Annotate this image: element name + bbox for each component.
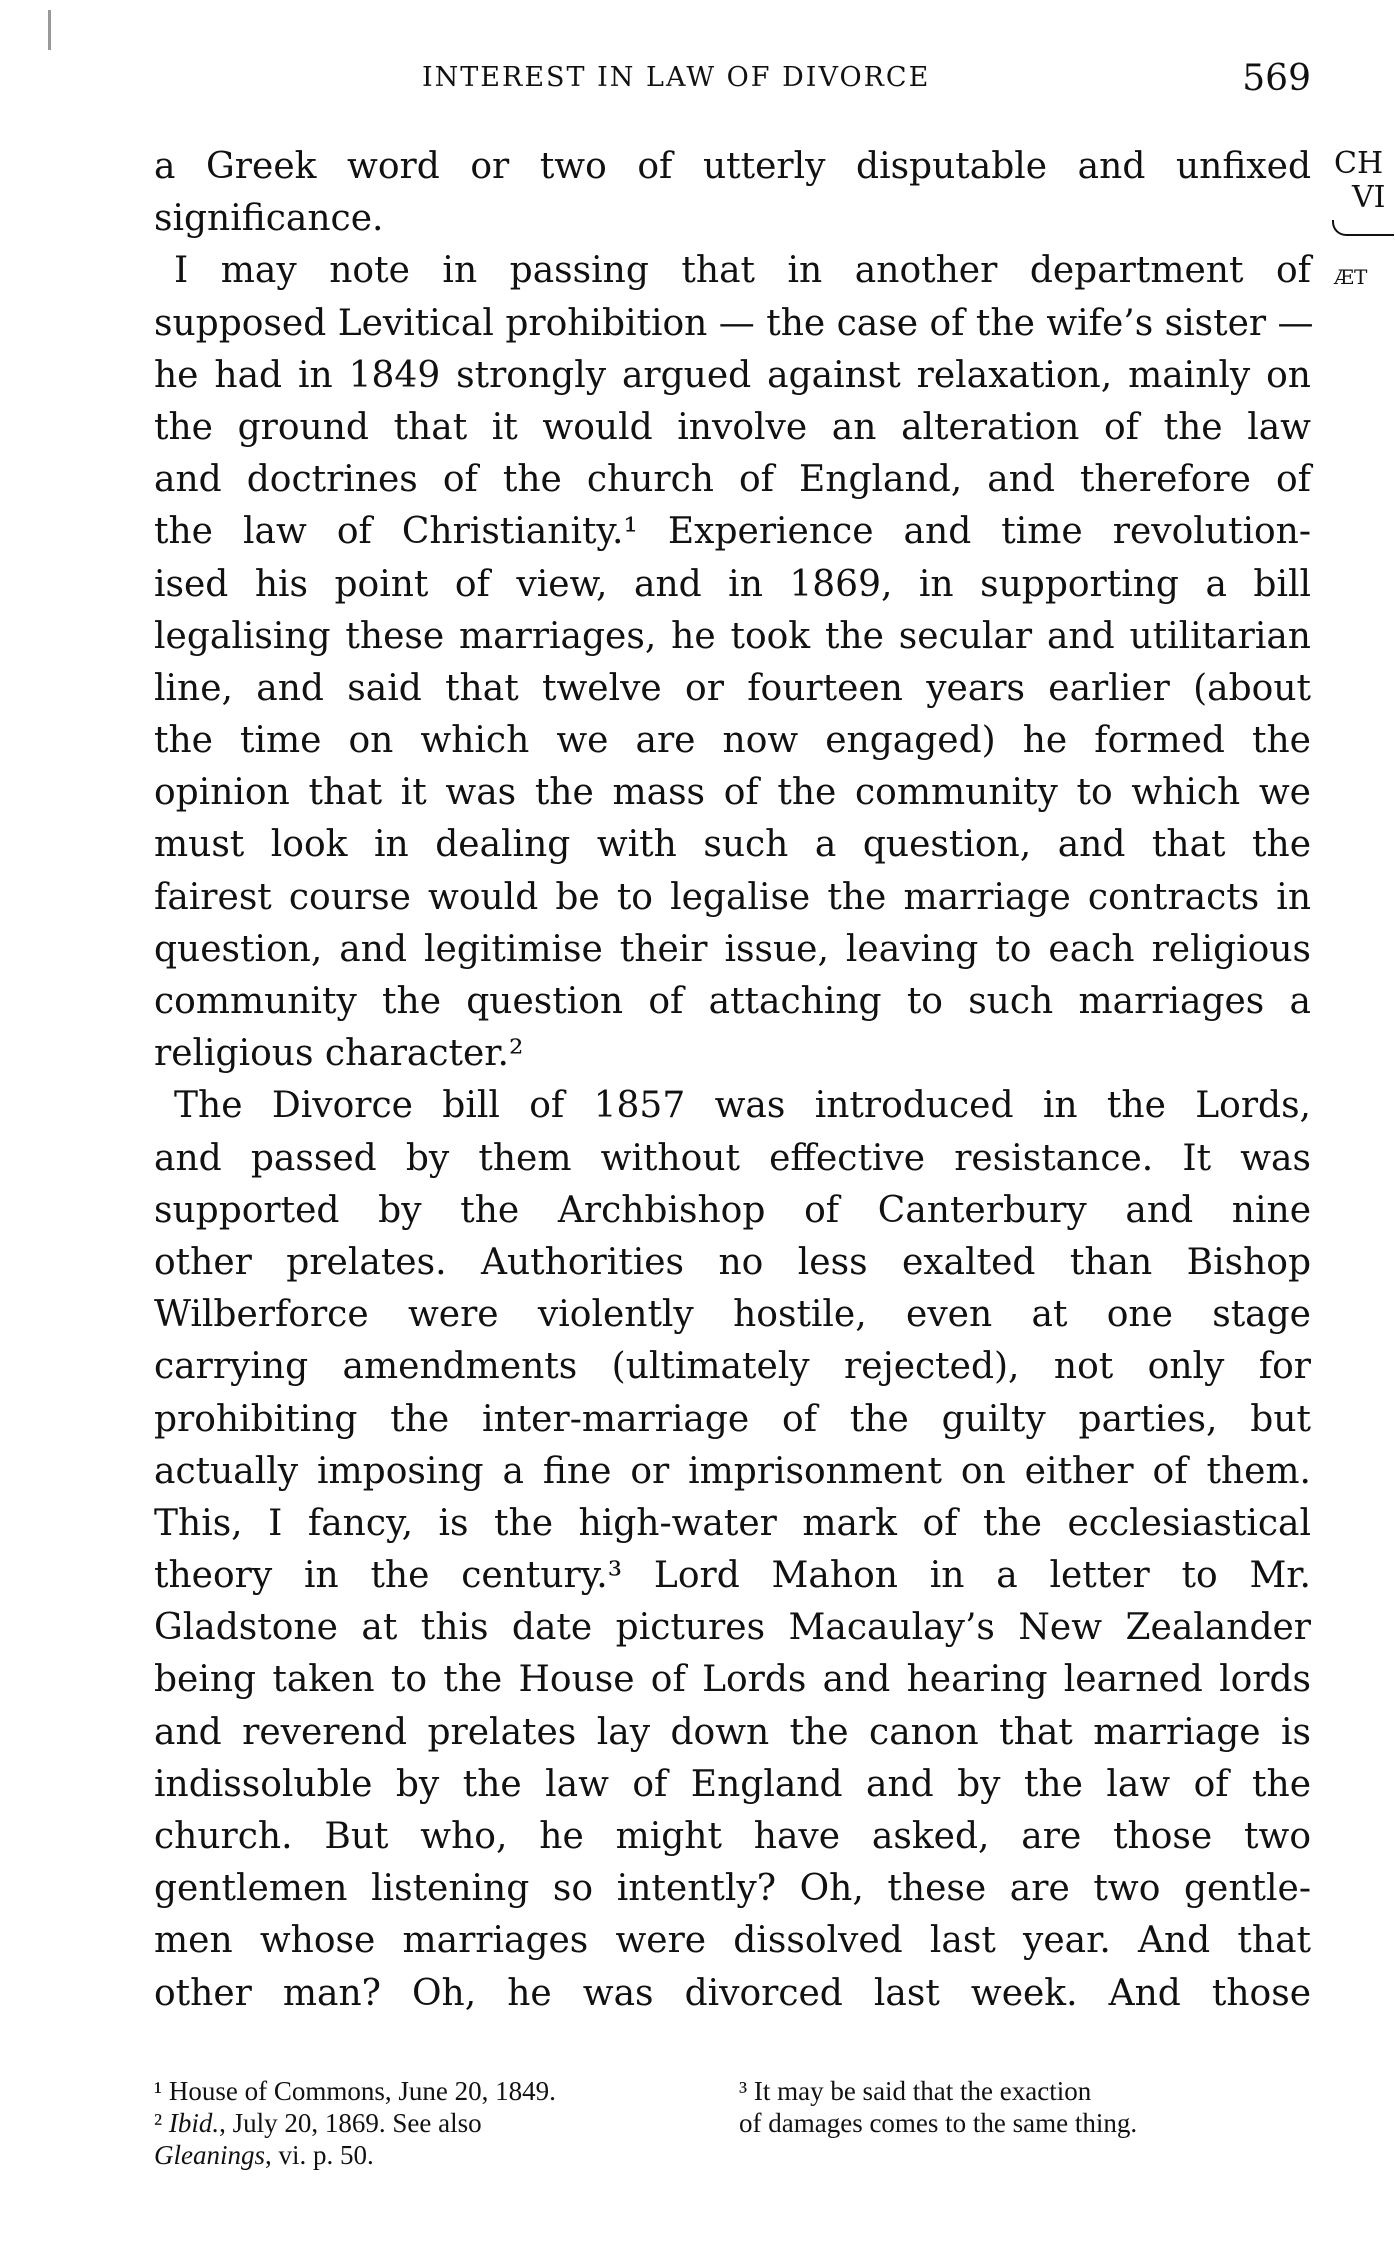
text-line: other man? Oh, he was divorced last week. And those	[154, 1972, 1311, 2014]
text-line: and doctrines of the church of England, and therefore of	[154, 459, 1311, 501]
text-line: The Divorce bill of 1857 was introduced in the Lords,	[174, 1085, 1311, 1127]
margin-note-chapter-number: VI	[1352, 180, 1386, 215]
text-line: church. But who, he might have asked, are those two	[154, 1816, 1311, 1857]
page-number: 569	[1242, 58, 1311, 99]
text-line: question, and legitimise their issue, leaving to each religious	[154, 928, 1311, 970]
footnote-2-rest: , July 20, 1869. See also	[219, 2108, 482, 2138]
text-line: carrying amendments (ultimately rejected), not only for	[154, 1346, 1311, 1388]
footnote-2-ibid: Ibid.	[168, 2108, 220, 2138]
text-line: significance.	[154, 198, 384, 240]
margin-note-age: ÆT	[1334, 265, 1368, 289]
running-title: INTEREST IN LAW OF DIVORCE	[422, 62, 931, 93]
text-line: the ground that it would involve an alteration of the law	[154, 406, 1311, 448]
text-line: gentlemen listening so intently? Oh, these are two gentle-	[154, 1868, 1311, 1910]
text-line: This, I fancy, is the high-water mark of the ecclesiastical	[154, 1502, 1311, 1544]
text-line: opinion that it was the mass of the community to which we	[154, 772, 1311, 814]
text-line: the time on which we are now engaged) he formed the	[154, 720, 1311, 762]
footnote-2	[154, 2107, 739, 2139]
text-line: other prelates. Authorities no less exalted than Bishop	[154, 1241, 1311, 1283]
text-line: supported by the Archbishop of Canterbury and nine	[154, 1189, 1311, 1231]
footnote-2-tail: , vi. p. 50.	[265, 2140, 374, 2170]
text-line: and passed by them without effective resistance. It was	[154, 1137, 1311, 1179]
text-line: theory in the century.³ Lord Mahon in a letter to Mr.	[154, 1555, 1311, 1597]
text-line: line, and said that twelve or fourteen years earlier (about	[154, 667, 1311, 709]
footnote-3-continued: of damages comes to the same thing.	[739, 2108, 1138, 2138]
text-line: community the question of attaching to such marriages a	[154, 981, 1311, 1022]
page-edge-mark	[48, 10, 51, 50]
text-line: and reverend prelates lay down the canon that marriage is	[154, 1711, 1311, 1753]
body-text	[154, 141, 1314, 2020]
text-line: the law of Christianity.¹ Experience and time revolution-	[154, 511, 1311, 553]
text-line: actually imposing a fine or imprisonment on either of them.	[154, 1450, 1311, 1492]
text-line: a Greek word or two of utterly disputable and unfixed	[154, 146, 1311, 187]
text-line: indissoluble by the law of England and by the law of the	[154, 1763, 1311, 1805]
text-line: being taken to the House of Lords and hearing learned lords	[154, 1659, 1311, 1701]
text-line: Gladstone at this date pictures Macaulay’s New Zealander	[154, 1607, 1311, 1649]
footnote-2-mark: ²	[154, 2108, 169, 2138]
footnotes	[154, 2075, 1311, 2171]
footnote-3: ³ It may be said that the exaction	[739, 2076, 1092, 2106]
page-header	[154, 58, 1311, 102]
text-line: men whose marriages were dissolved last year. And that	[154, 1920, 1311, 1962]
text-line: supposed Levitical prohibition — the case of the wife’s sister —	[154, 302, 1314, 344]
text-line: religious character.²	[154, 1033, 524, 1075]
text-line: legalising these marriages, he took the secular and utilitarian	[154, 615, 1311, 657]
margin-bracket	[1332, 220, 1394, 236]
footnote-1: ¹ House of Commons, June 20, 1849.	[154, 2076, 556, 2106]
text-line: I may note in passing that in another department of	[174, 250, 1311, 292]
footnote-2-continued	[154, 2139, 374, 2171]
text-line: fairest course would be to legalise the marriage contracts in	[154, 876, 1311, 918]
text-line: he had in 1849 strongly argued against relaxation, mainly on	[154, 354, 1311, 396]
text-line: prohibiting the inter-marriage of the guilty parties, but	[154, 1398, 1311, 1440]
text-line: Wilberforce were violently hostile, even at one stage	[154, 1294, 1311, 1336]
text-line: must look in dealing with such a question, and that the	[154, 824, 1311, 866]
footnote-2-gleanings: Gleanings	[154, 2140, 265, 2170]
text-line: ised his point of view, and in 1869, in supporting a bill	[154, 563, 1311, 605]
margin-note-chapter: CH	[1334, 146, 1384, 181]
